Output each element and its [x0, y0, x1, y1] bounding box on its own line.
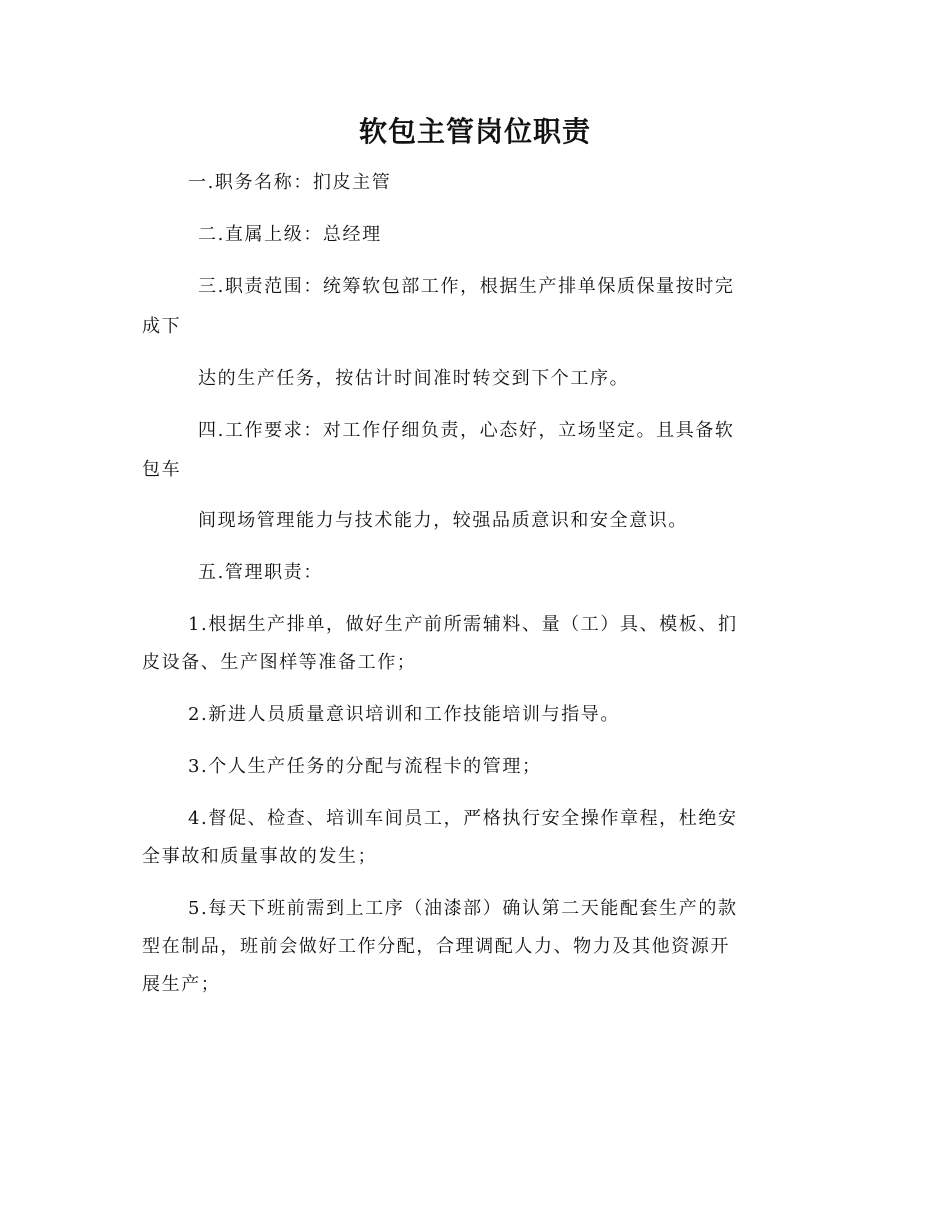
text-line-scope-wrap: 成下 — [142, 316, 182, 337]
text-line-duties-heading: 五.管理职责： — [198, 562, 323, 583]
text-line-job-title: 一.职务名称：扪皮主管 — [188, 172, 392, 193]
list-item-4-cont: 全事故和质量事故的发生； — [142, 846, 378, 867]
list-item-5: 5.每天下班前需到上工序（油漆部）确认第二天能配套生产的款 — [188, 898, 738, 919]
list-item-3: 3.个人生产任务的分配与流程卡的管理； — [188, 756, 542, 777]
page-title: 软包主管岗位职责 — [358, 115, 591, 148]
text-line-requirements: 四.工作要求：对工作仔细负责，心态好，立场坚定。且具备软 — [198, 420, 735, 441]
text-line-requirements-cont: 间现场管理能力与技术能力，较强品质意识和安全意识。 — [198, 510, 688, 531]
list-item-4: 4.督促、检查、培训车间员工，严格执行安全操作章程，杜绝安 — [188, 808, 738, 829]
list-item-5-cont-2: 展生产； — [142, 974, 221, 995]
text-line-supervisor: 二.直属上级：总经理 — [198, 224, 382, 245]
text-line-scope: 三.职责范围：统筹软包部工作，根据生产排单保质保量按时完 — [198, 276, 735, 297]
list-item-5-cont: 型在制品，班前会做好工作分配，合理调配人力、物力及其他资源开 — [142, 936, 730, 957]
text-line-requirements-wrap: 包车 — [142, 459, 182, 480]
list-item-2: 2.新进人员质量意识培训和工作技能培训与指导。 — [188, 704, 620, 725]
text-line-scope-cont: 达的生产任务，按估计时间准时转交到下个工序。 — [198, 368, 630, 389]
list-item-1: 1.根据生产排单，做好生产前所需辅料、量（工）具、模板、扪 — [188, 614, 738, 635]
list-item-1-cont: 皮设备、生产图样等准备工作； — [142, 652, 417, 673]
